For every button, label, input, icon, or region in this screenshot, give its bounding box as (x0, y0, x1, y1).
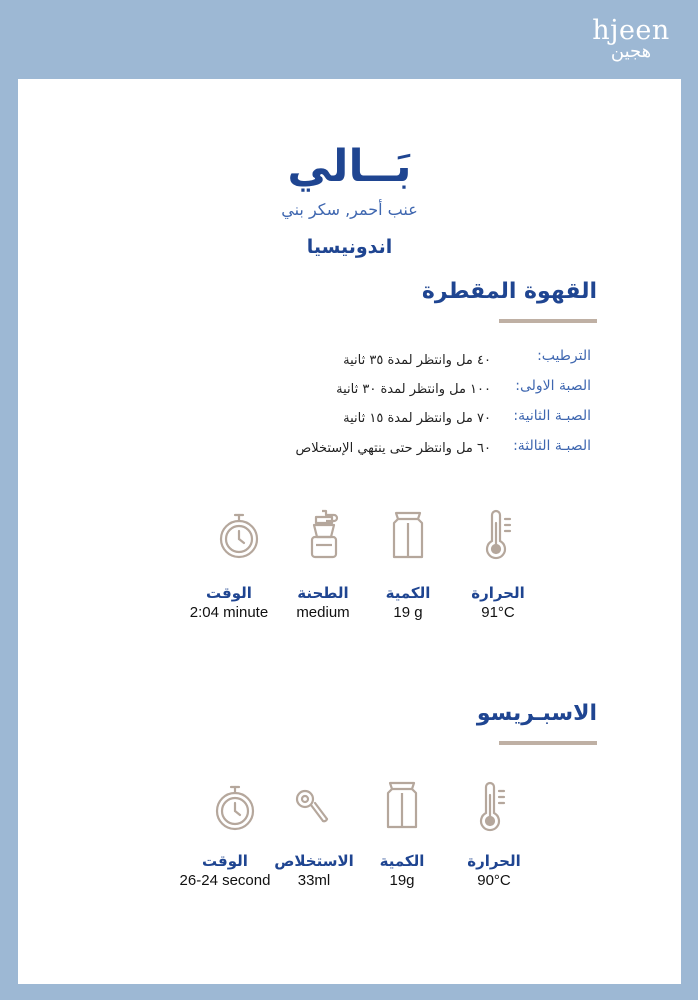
step-value: ٤٠ مل وانتظر لمدة ٣٥ ثانية (343, 353, 491, 368)
step-value: ٧٠ مل وانتظر لمدة ١٥ ثانية (343, 411, 491, 426)
espresso-title: الاسبـريسو (476, 701, 597, 726)
param-label: الطحنة (297, 584, 349, 602)
param-label: الحرارة (471, 584, 525, 602)
param-time (169, 583, 289, 622)
espresso-rule (499, 741, 597, 745)
step-value: ١٠٠ مل وانتظر لمدة ٣٠ ثانية (336, 382, 491, 397)
step-label: الترطيب: (537, 348, 591, 364)
param-time (165, 851, 285, 890)
step-value: ٦٠ مل وانتظر حتى ينتهي الإستخلاص (295, 441, 491, 456)
param-value: 33ml (297, 872, 331, 889)
brand-logo (576, 16, 686, 62)
param-value: 19g (389, 872, 415, 889)
thermometer-icon (462, 779, 522, 833)
grinder-icon (294, 507, 354, 561)
step-label: الصبة الاولى: (515, 378, 591, 394)
pour-over-title: القهوة المقطرة (421, 279, 597, 304)
param-value: 26-24 second (179, 872, 271, 889)
portafilter-icon (281, 781, 341, 835)
coffee-bag-icon (378, 507, 438, 561)
param-label: الوقت (202, 852, 248, 870)
param-label: الاستخلاص (274, 852, 354, 870)
brand-latin: hjeen (592, 15, 670, 46)
stopwatch-icon (205, 781, 265, 835)
param-value: medium (296, 604, 350, 621)
param-value: 91°C (481, 604, 515, 621)
step-label: الصبـة الثانية: (513, 408, 591, 424)
coffee-origin: اندونيسيا (306, 236, 393, 258)
param-label: الحرارة (467, 852, 521, 870)
param-label: الكمية (379, 852, 425, 870)
pour-over-rule (499, 319, 597, 323)
brand-arabic: هجين (610, 41, 652, 62)
flavor-notes: عنب أحمر, سكر بني (281, 200, 418, 219)
recipe-card (18, 79, 681, 984)
thermometer-icon (468, 507, 528, 561)
coffee-bag-icon (372, 777, 432, 831)
stopwatch-icon (209, 509, 269, 563)
step-label: الصبـة الثالثة: (513, 438, 591, 454)
param-value: 90°C (477, 872, 511, 889)
coffee-name: بَــالي (287, 141, 412, 192)
param-value: 19 g (393, 604, 423, 621)
param-label: الوقت (206, 584, 252, 602)
param-value: 2:04 minute (189, 604, 269, 621)
param-label: الكمية (385, 584, 431, 602)
